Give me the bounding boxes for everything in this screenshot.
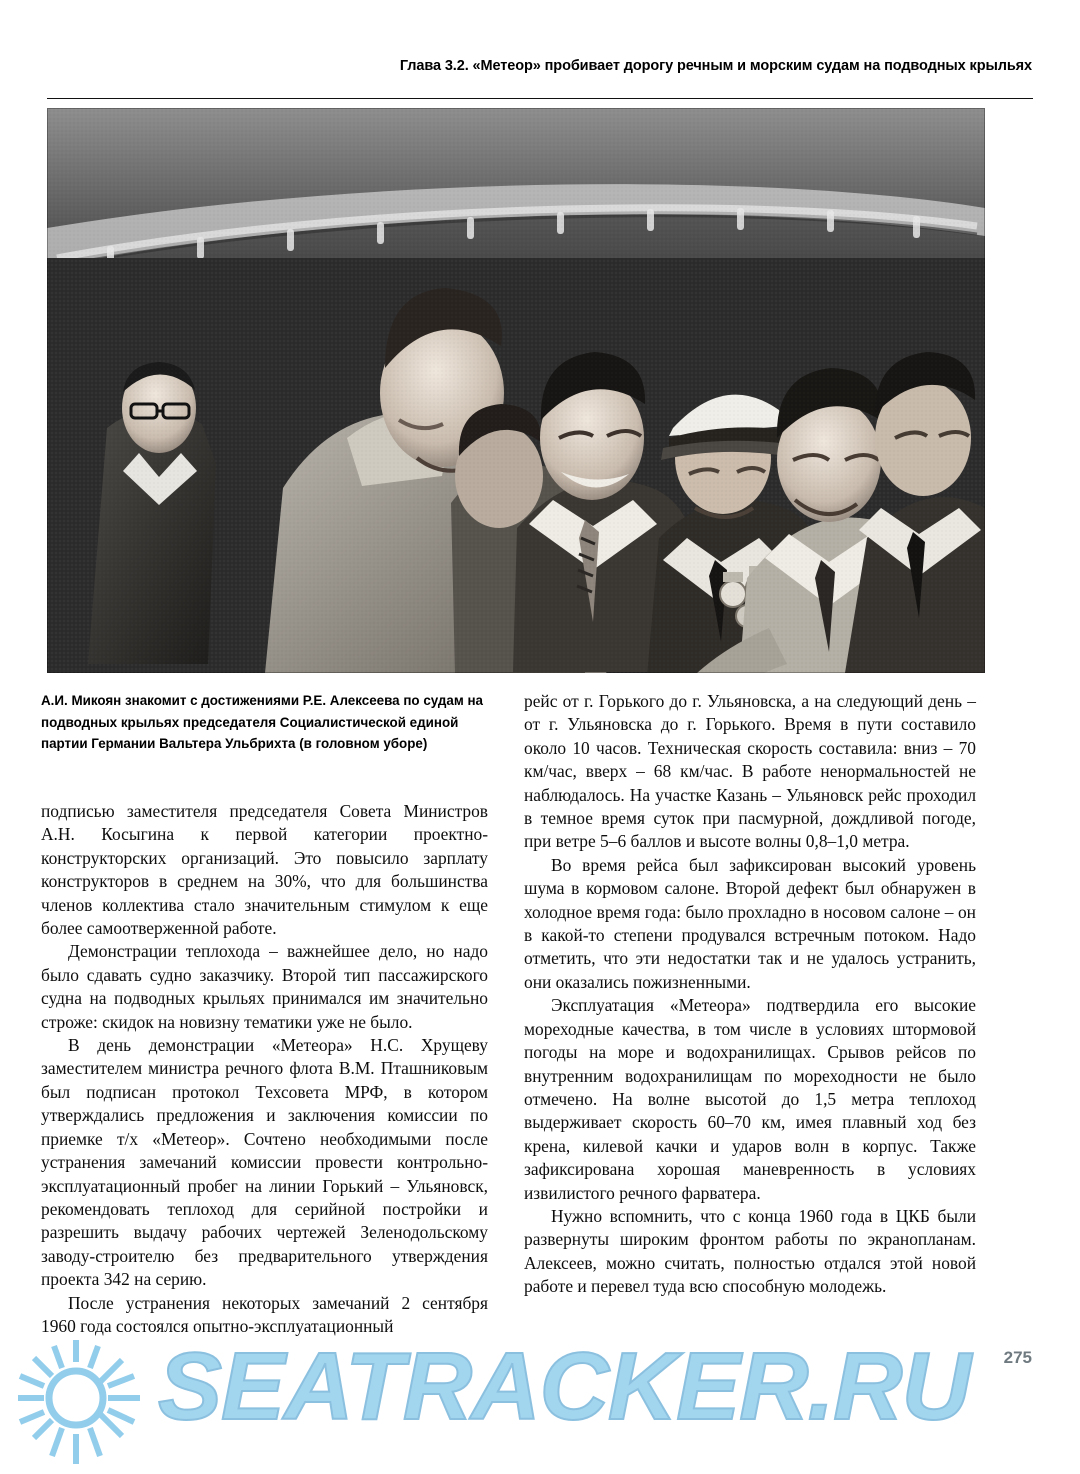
photo-figure: [47, 108, 985, 673]
body-column-right: [524, 690, 976, 1299]
photograph-image: [47, 108, 985, 673]
watermark: [0, 1330, 1080, 1474]
paragraph: Во время рейса был зафиксирован высокий уровень шума в кормовом салоне. Второй дефект был обнаружен в холодное время года: было прохладно в носовом салоне – он в какой-то степени продувался встречным потоком. Надо отметить, что эти недостатки так и не удалось устранить, они оказались пожизненными.: [524, 854, 976, 992]
header-rule: [47, 98, 1033, 99]
paragraph: В день демонстрации «Метеора» Н.С. Хрущеву заместителем министра речного флота В.М. Пташниковым был подписан протокол Техсовета МРФ, в котором утверждались предложения и заключения комиссии по приемке т/х «Метеор». Сочтено необходимыми после устранения замечаний комиссии провести контрольно-эксплуатационный пробег на линии Горький – Ульяновск, рекомендовать теплоход для серийной постройки и разрешить выдачу рабочих чертежей Зеленодольскому заводу-строителю без предварительного утверждения проекта 342 на серию.: [41, 1035, 488, 1290]
photo-caption: А.И. Микоян знакомит с достижениями Р.Е. Алексеева по судам на подводных крыльях председателя Социалистической единой партии Германии Вальтера Ульбрихта (в головном уборе): [41, 693, 483, 752]
watermark-text: SEATRACKER.RU: [158, 1333, 970, 1440]
paragraph: Демонстрации теплохода – важнейшее дело, но надо было сдавать судно заказчику. Второй тип пассажирского судна на подводных крыльях принимался им значительно строже: скидок на новизну тематики уже не было.: [41, 941, 488, 1032]
running-head: Глава 3.2. «Метеор» пробивает дорогу речным и морским судам на подводных крыльях: [399, 58, 1032, 74]
page-number: 275: [1003, 1348, 1032, 1367]
sunburst-icon: [6, 1336, 146, 1470]
paragraph: подписью заместителя председателя Совета Министров А.Н. Косыгина к первой категории проектно-конструкторских организаций. Это повысило зарплату конструкторов в среднем на 30%, что для большинства членов коллектива стало значительным стимулом к еще более самоотверженной работе.: [41, 801, 488, 939]
paragraph: рейс от г. Горького до г. Ульяновска, а на следующий день – от г. Ульяновска до г. Горького. Время в пути составило около 10 часов. Техническая скорость составила: вниз – 70 км/час, вверх – 68 км/час. В работе ненормальностей не наблюдалось. На участке Казань – Ульяновск рейс проходил в темное время суток при пасмурной, дождливой погоде, при ветре 5–6 баллов и высоте волны 0,8–1,0 метра.: [524, 691, 976, 852]
body-column-left: [41, 800, 488, 1338]
paragraph: После устранения некоторых замечаний 2 сентября 1960 года состоялся опытно-эксплуатационный: [41, 1292, 488, 1336]
paragraph: Нужно вспомнить, что с конца 1960 года в ЦКБ были развернуты широким фронтом работы по экранопланам. Алексеев, можно считать, полностью отдался этой новой работе и перевел туда всю способную молодежь.: [524, 1205, 976, 1297]
paragraph: Эксплуатация «Метеора» подтвердила его высокие мореходные качества, в том числе в условиях штормовой погоды на море и водохранилищах. Срывов рейсов по внутренним водохранилищам по мореходности не было отмечено. На волне высотой до 1,5 метра теплоход выдерживает скорость 60–70 км, имея плавный ход без крена, килевой качки и ударов волн в корпус. Также зафиксирована хорошая маневренность в условиях извилистого речного фарватера.: [524, 995, 976, 1203]
